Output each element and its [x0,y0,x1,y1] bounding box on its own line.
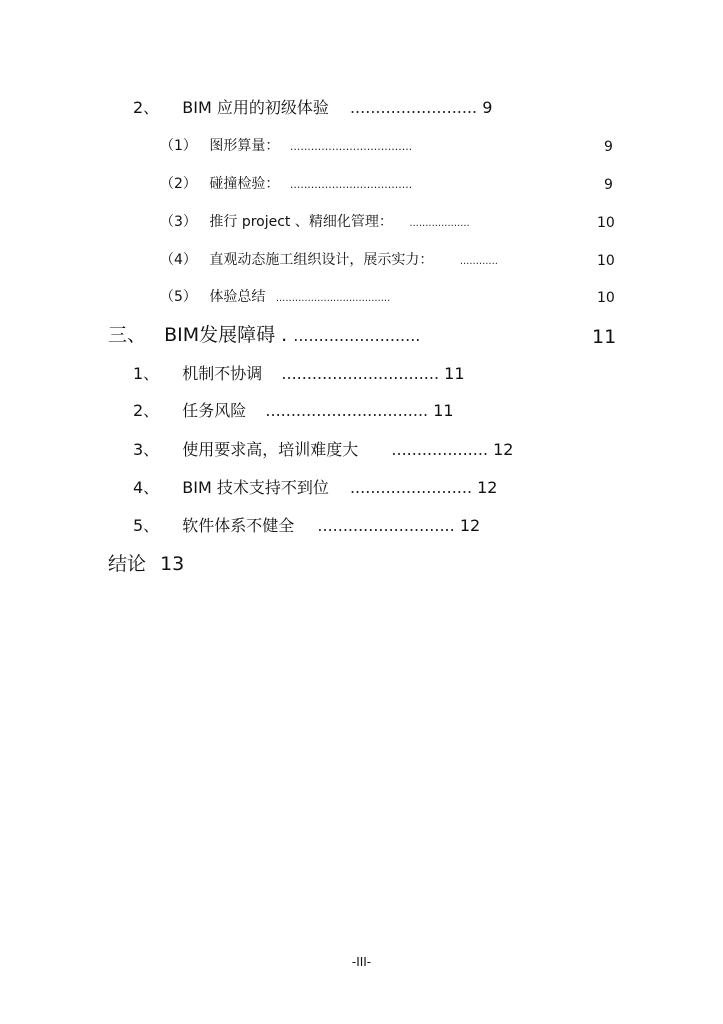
toc-page-number: 10 [597,215,615,231]
toc-page-number: 10 [597,253,615,269]
toc-leader-dots: ......................... [349,98,478,117]
toc-title: 使用要求高，培训难度大 [182,440,359,459]
toc-leader-dots: .................................... [275,293,391,304]
toc-entry-3-4[interactable] [133,480,497,496]
toc-number: （1） [160,138,197,154]
toc-entry-2-4[interactable] [160,253,498,267]
toc-title: 图形算量： [209,138,280,154]
toc-page-number: 11 [592,326,617,348]
toc-page-number: 9 [604,139,613,155]
toc-leader-dots: ................... [409,218,470,229]
toc-leader-dots: ................................... [289,178,413,191]
toc-entry-2-5[interactable] [160,290,390,304]
toc-page-number: 12 [477,478,498,497]
toc-entry-3-2[interactable] [133,403,454,419]
toc-title: BIM发展障碍 . [164,324,288,346]
toc-number: 三、 [108,324,147,346]
toc-entry-2-1[interactable] [160,139,412,153]
toc-entry-2-3[interactable] [160,215,470,229]
toc-page-number: 13 [160,553,185,575]
toc-number: （5） [160,289,197,305]
toc-conclusion[interactable] [108,555,184,574]
toc-page-number: 12 [459,516,481,535]
toc-title: 碰撞检验： [209,176,280,192]
toc-title: 机制不协调 [182,364,263,383]
toc-title: 任务风险 [182,401,247,420]
toc-number: （4） [160,252,197,268]
toc-number: 2、 [133,98,160,117]
toc-number: （3） [160,214,197,230]
toc-page-number: 9 [604,177,613,193]
toc-number: 5、 [133,516,160,535]
toc-leader-dots: ......................... [293,326,421,345]
toc-entry-3-3[interactable] [133,442,513,458]
toc-leader-dots: ................................ [265,401,429,420]
toc-title: 推行 project 、精细化管理： [209,214,393,230]
toc-title: BIM 应用的初级体验 [182,98,329,117]
toc-page-number: 11 [433,401,454,420]
toc-leader-dots: ........................... [317,516,455,535]
toc-number: 3、 [133,440,160,459]
toc-number: 1、 [133,364,160,383]
toc-chapter-3[interactable] [108,326,420,345]
toc-entry-3-5[interactable] [133,518,480,534]
toc-number: 4、 [133,478,160,497]
toc-entry-2[interactable] [133,100,492,116]
page-footer-number: -III- [351,955,372,969]
toc-leader-dots: ............ [459,256,498,267]
toc-leader-dots: ................................... [289,140,413,153]
toc-number: （2） [160,176,197,192]
toc-entry-3-1[interactable] [133,366,465,382]
toc-number: 2、 [133,401,160,420]
toc-title: 体验总结 [209,289,266,305]
toc-leader-dots: ................... [391,440,489,459]
toc-title: BIM 技术支持不到位 [182,478,329,497]
toc-title: 直观动态施工组织设计，展示实力： [209,252,434,268]
toc-title: 软件体系不健全 [182,516,295,535]
toc-page-number: 11 [444,364,465,383]
toc-leader-dots: ........................ [349,478,473,497]
toc-leader-dots: ............................... [281,364,440,383]
toc-page-number: 9 [482,98,493,117]
toc-title: 结论 [108,553,147,575]
toc-entry-2-2[interactable] [160,177,412,191]
toc-page-number: 12 [493,440,514,459]
toc-page-number: 10 [597,290,615,306]
